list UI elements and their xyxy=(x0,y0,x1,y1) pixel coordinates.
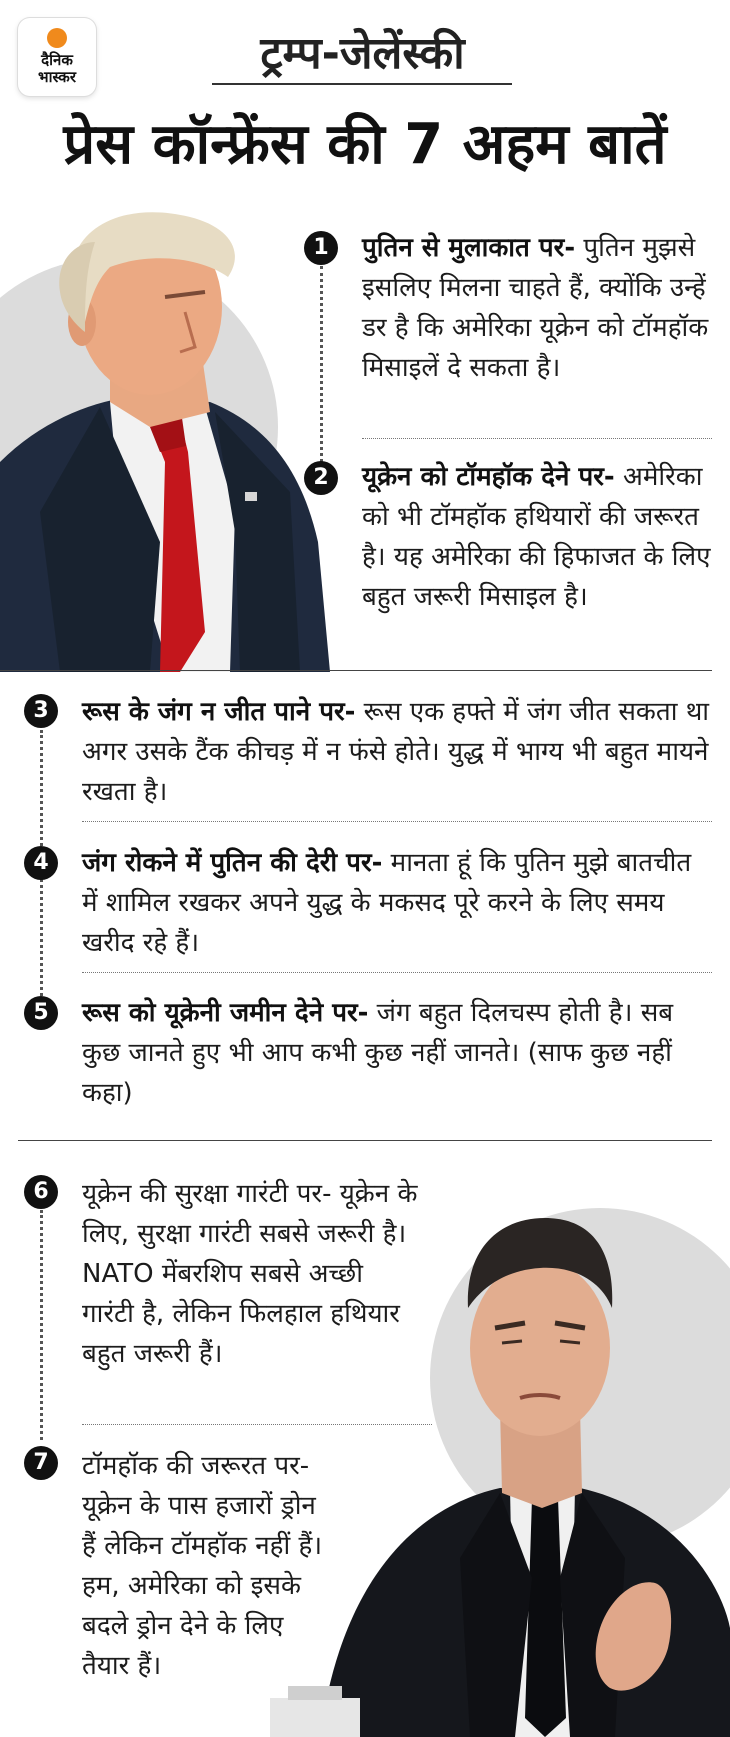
point-5 xyxy=(82,993,712,1113)
point-4-heading: जंग रोकने में पुतिन की देरी पर- xyxy=(82,848,383,878)
point-5-heading: रूस को यूक्रेनी जमीन देने पर- xyxy=(82,998,369,1028)
point-number-3: 3 xyxy=(24,694,58,728)
point-3-heading: रूस के जंग न जीत पाने पर- xyxy=(82,697,356,727)
point-number-5: 5 xyxy=(24,996,58,1030)
section-divider-top xyxy=(0,670,712,671)
point-number-2: 2 xyxy=(304,461,338,495)
point-number-4: 4 xyxy=(24,846,58,880)
title-underline xyxy=(212,83,512,85)
point-2-text: अमेरिका को भी टॉमहॉक हथियारों की जरूरत है। यह अमेरिका की हिफाजत के लिए बहुत जरूरी मिसाइल है। xyxy=(362,462,711,612)
point-3 xyxy=(82,692,712,812)
main-title: प्रेस कॉन्फ्रेंस की 7 अहम बातें xyxy=(63,112,667,177)
point-5-text: जंग बहुत दिलचस्प होती है। सब कुछ जानते हुए भी आप कभी कुछ नहीं जानते। (साफ कुछ नहीं कहा) xyxy=(82,998,674,1108)
logo-line-1: दैनिक xyxy=(41,51,73,69)
point-1-heading: पुतिन से मुलाकात पर- xyxy=(362,233,576,263)
point-7-text: टॉमहॉक की जरूरत पर- यूक्रेन के पास हजारों ड्रोन हैं लेकिन टॉमहॉक नहीं हैं। हम, अमेरिका को इसके बदले ड्रोन देने के लिए तैयार हैं। xyxy=(82,1451,323,1681)
point-4 xyxy=(82,843,712,963)
point-7 xyxy=(82,1446,332,1686)
point-1-text: पुतिन मुझसे इसलिए मिलना चाहते हैं, क्योंकि उन्हें डर है कि अमेरिका यूक्रेन को टॉमहॉक मिसाइलें दे सकता है। xyxy=(362,233,709,383)
divider-1 xyxy=(362,438,712,439)
point-3-text: रूस एक हफ्ते में जंग जीत सकता था अगर उसके टैंक कीचड़ में न फंसे होते। युद्ध में भाग्य भी बहुत मायने रखता है। xyxy=(82,697,710,807)
point-4-text: मानता हूं कि पुतिन मुझे बातचीत में शामिल रखकर अपने युद्ध के मकसद पूरे करने के लिए समय खरीद रहे हैं। xyxy=(82,848,692,958)
point-2-heading: यूक्रेन को टॉमहॉक देने पर- xyxy=(362,462,615,492)
section-divider-bottom xyxy=(18,1140,712,1141)
point-number-7: 7 xyxy=(24,1446,58,1480)
connector-line-1-2 xyxy=(320,266,323,462)
top-title: ट्रम्प-जेलेंस्की xyxy=(260,28,465,79)
divider-6 xyxy=(82,1424,432,1425)
brand-logo xyxy=(18,18,96,96)
logo-sun-icon xyxy=(47,28,67,48)
point-1 xyxy=(362,228,712,388)
point-6 xyxy=(82,1174,422,1374)
divider-4 xyxy=(82,972,712,973)
point-6-text: यूक्रेन की सुरक्षा गारंटी पर- यूक्रेन के लिए, सुरक्षा गारंटी सबसे जरूरी है। NATO मेंबरशिप सबसे अच्छी गारंटी है, लेकिन फिलहाल हथियार बहुत जरूरी हैं। xyxy=(82,1179,418,1369)
point-number-1: 1 xyxy=(304,231,338,265)
connector-line-6-7 xyxy=(40,1210,43,1440)
trump-photo xyxy=(0,212,330,672)
point-2 xyxy=(362,457,712,617)
point-number-6: 6 xyxy=(24,1175,58,1209)
logo-line-2: भास्कर xyxy=(38,68,76,86)
divider-3 xyxy=(82,821,712,822)
